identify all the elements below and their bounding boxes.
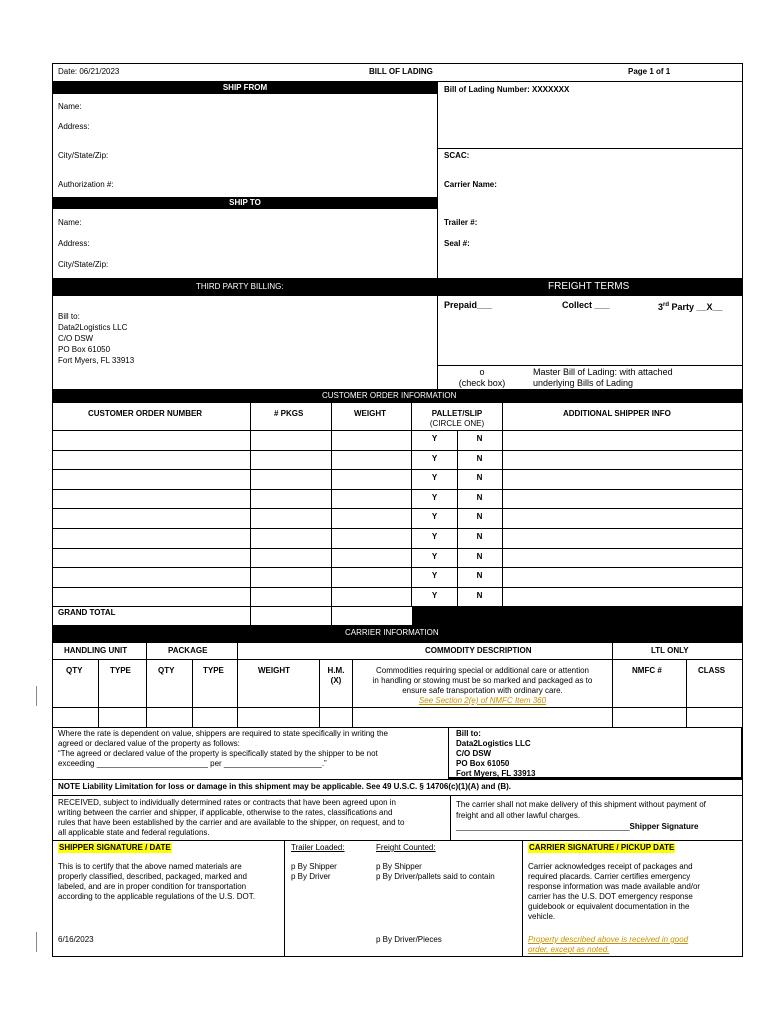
ship-from-heading: SHIP FROM <box>53 82 437 94</box>
third-party-billing-heading: THIRD PARTY BILLING: <box>196 282 284 291</box>
col-weight: WEIGHT <box>354 409 386 418</box>
third-party-bill-to: Bill to: Data2Logistics LLC C/O DSW PO Box 61050 Fort Myers, FL 33913 <box>58 312 135 365</box>
ship-from-address-label: Address: <box>58 122 90 131</box>
grand-total-shade <box>412 606 742 626</box>
pallet-yes[interactable]: Y <box>431 552 438 561</box>
freight-counted-heading: Freight Counted: <box>376 843 436 852</box>
carrier-info-heading: CARRIER INFORMATION <box>345 628 439 637</box>
slip-no[interactable]: N <box>476 434 483 443</box>
ship-to-address-label: Address: <box>58 239 90 248</box>
col-class: CLASS <box>698 666 726 675</box>
freight-counted-by-driver-pallets[interactable]: p By Driver/pallets said to contain <box>376 872 495 881</box>
liability-note: NOTE Liability Limitation for loss or damage in this shipment may be applicable. See 49 U.S.C. § 14706(c)(1)(A) and (B). <box>58 782 511 791</box>
ship-to-name-label: Name: <box>58 218 82 227</box>
pallet-yes[interactable]: Y <box>431 571 438 580</box>
table-row[interactable] <box>52 548 742 568</box>
col-carrier-weight: WEIGHT <box>258 666 290 675</box>
carrier-payment-clause: The carrier shall not make delivery of this shipment without payment of freight and all other lawful charges. _______________________________________Shipper Signature <box>456 800 706 831</box>
collect-option: Collect ___ <box>562 300 610 310</box>
table-row[interactable] <box>52 489 742 509</box>
table-row[interactable] <box>52 469 742 489</box>
pallet-yes[interactable]: Y <box>431 532 438 541</box>
page-number: Page 1 of 1 <box>628 67 671 76</box>
trailer-loaded-options <box>291 862 337 882</box>
slip-no[interactable]: N <box>476 532 483 541</box>
freight-counted-options <box>376 862 495 882</box>
shipper-signature-date: 6/16/2023 <box>58 935 94 944</box>
pallet-yes[interactable]: Y <box>431 434 438 443</box>
pallet-yes[interactable]: Y <box>431 493 438 502</box>
trailer-number-label: Trailer #: <box>444 218 478 227</box>
slip-no[interactable]: N <box>476 512 483 521</box>
shipper-signature-heading: SHIPPER SIGNATURE / DATE <box>59 843 171 852</box>
bol-number: Bill of Lading Number: XXXXXXX <box>444 85 570 94</box>
table-row[interactable] <box>52 508 742 528</box>
col-circle-one: (CIRCLE ONE) <box>429 419 485 428</box>
third-party-option: 3rd Party __X__ <box>658 302 723 312</box>
commodity-text: Commodities requiring special or additional care or attention in handling or stowing must be so marked and packaged as to ensure safe transportation with ordinary care. See Section 2(e) of NMFC Item 360 <box>353 666 612 706</box>
ship-from-auth-label: Authorization #: <box>58 180 114 189</box>
col-pkg-type: TYPE <box>203 666 224 675</box>
table-row[interactable] <box>52 430 742 450</box>
col-customer-order-number: CUSTOMER ORDER NUMBER <box>88 409 203 418</box>
col-hu-qty: QTY <box>66 666 83 675</box>
table-row[interactable] <box>52 567 742 587</box>
master-bol-checkbox: o (check box) <box>458 367 506 388</box>
pallet-yes[interactable]: Y <box>431 454 438 463</box>
col-handling-unit: HANDLING UNIT <box>64 646 128 655</box>
grand-total-label: GRAND TOTAL <box>58 608 116 617</box>
col-pkgs: # PKGS <box>274 409 304 418</box>
prepaid-option: Prepaid___ <box>444 300 493 310</box>
date-text: Date: 06/21/2023 <box>58 67 120 76</box>
ship-from-name-label: Name: <box>58 102 82 111</box>
slip-no[interactable]: N <box>476 591 483 600</box>
freight-counted-by-shipper[interactable]: p By Shipper <box>376 862 422 871</box>
table-row[interactable] <box>52 450 742 470</box>
property-received-note: Property described above is received in good order, except as noted. <box>528 935 689 954</box>
col-additional-shipper-info: ADDITIONAL SHIPPER INFO <box>563 409 671 418</box>
received-clause: RECEIVED, subject to individually determined rates or contracts that have been agreed upon in writing between the carrier and shipper, if applicable, otherwise to the rates, classifications and rules that have been established by the carrier and are available to the shipper, on request, and to all applicable state and federal regulations. <box>58 798 405 837</box>
document-title: BILL OF LADING <box>369 67 433 76</box>
seal-number-label: Seal #: <box>444 239 470 248</box>
ship-to-city-label: City/State/Zip: <box>58 260 109 269</box>
freight-terms-heading: FREIGHT TERMS <box>548 281 630 292</box>
pallet-yes[interactable]: Y <box>431 512 438 521</box>
scac-label: SCAC: <box>444 151 470 160</box>
col-pallet-slip: PALLET/SLIP <box>431 409 483 418</box>
nmfc-link[interactable]: See Section 2(e) of NMFC Item 360 <box>418 696 547 705</box>
slip-no[interactable]: N <box>476 493 483 502</box>
trailer-loaded-by-shipper[interactable]: p By Shipper <box>291 862 337 871</box>
col-hm: H.M. (X) <box>327 666 345 685</box>
carrier-signature-heading: CARRIER SIGNATURE / PICKUP DATE <box>529 843 675 852</box>
col-hu-type: TYPE <box>110 666 131 675</box>
table-row[interactable] <box>52 528 742 548</box>
declared-value-clause: Where the rate is dependent on value, shippers are required to state specifically in writing the agreed or declared value of the property as follows: “The agreed or declared value of the property is specifically stated by the shipper to be not exceeding _________________________ per ______________________.” <box>58 729 388 768</box>
slip-no[interactable]: N <box>476 473 483 482</box>
table-row[interactable] <box>52 587 742 607</box>
col-pkg-qty: QTY <box>158 666 175 675</box>
col-package: PACKAGE <box>168 646 208 655</box>
trailer-loaded-heading: Trailer Loaded: <box>291 843 345 852</box>
ship-to-heading: SHIP TO <box>53 197 437 209</box>
pallet-yes[interactable]: Y <box>431 591 438 600</box>
shipper-certification: This is to certify that the above named materials are properly classified, described, packaged, marked and labeled, and are in proper condition for transportation according to the applicable regulations of the U.S. DOT. <box>58 862 255 901</box>
carrier-acknowledgement: Carrier acknowledges receipt of packages and required placards. Carrier certifies emergency response information was made available and/or carrier has the U.S. DOT emergency response guidebook or equivalent documentation in the vehicle. <box>528 862 701 921</box>
trailer-loaded-by-driver[interactable]: p By Driver <box>291 872 331 881</box>
col-commodity-description: COMMODITY DESCRIPTION <box>425 646 532 655</box>
pallet-yes[interactable]: Y <box>431 473 438 482</box>
slip-no[interactable]: N <box>476 571 483 580</box>
customer-order-heading: CUSTOMER ORDER INFORMATION <box>322 391 457 400</box>
slip-no[interactable]: N <box>476 552 483 561</box>
col-ltl-only: LTL ONLY <box>651 646 689 655</box>
col-nmfc: NMFC # <box>632 666 662 675</box>
value-bill-to: Bill to: Data2Logistics LLC C/O DSW PO Box 61050 Fort Myers, FL 33913 <box>456 729 536 778</box>
ship-from-city-label: City/State/Zip: <box>58 151 109 160</box>
carrier-name-label: Carrier Name: <box>444 180 497 189</box>
master-bol-text: Master Bill of Lading: with attached underlying Bills of Lading <box>533 367 673 388</box>
slip-no[interactable]: N <box>476 454 483 463</box>
freight-counted-by-driver-pieces[interactable]: p By Driver/Pieces <box>376 935 442 944</box>
